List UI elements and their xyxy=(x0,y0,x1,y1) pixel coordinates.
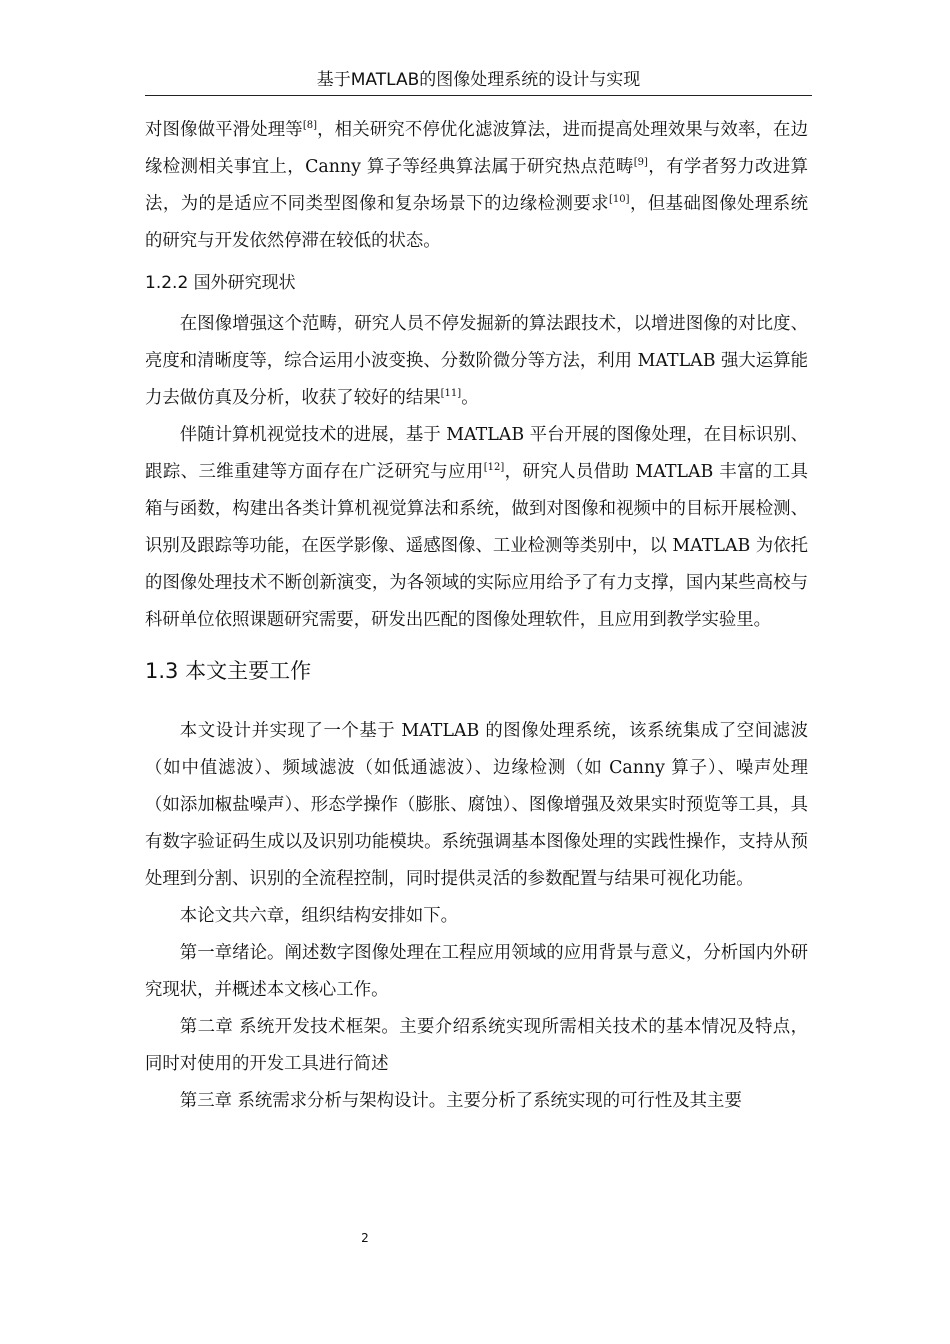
paragraph: 第一章绪论。阐述数字图像处理在工程应用领域的应用背景与意义，分析国内外研究现状，并概述本文核心工作。 xyxy=(145,943,808,1000)
text-run: ，有学者努力改进算法，为的是适应不同类型图像和复杂场景下的边缘检测要求 xyxy=(145,157,808,214)
running-header: 基于MATLAB的图像处理系统的设计与实现 xyxy=(316,70,641,90)
text-run: 对图像做平滑处理等 xyxy=(145,120,303,140)
citation-ref: [8] xyxy=(302,120,317,131)
page-number: 2 xyxy=(361,1231,369,1245)
text-run: ，但基础图像处理系统的研究与开发依然停滞在较低的状态。 xyxy=(145,194,808,251)
text-run: 。 xyxy=(461,388,479,408)
paragraph-continuation xyxy=(145,112,808,260)
paragraph: 第三章 系统需求分析与架构设计。主要分析了系统实现的可行性及其主要 xyxy=(179,1091,742,1111)
text-run: 伴随计算机视觉技术的进展，基于 MATLAB 平台开展的图像处理，在目标识别、跟踪、三维重建等方面存在广泛研究与应用 xyxy=(145,425,808,482)
paragraph: 第二章 系统开发技术框架。主要介绍系统实现所需相关技术的基本情况及特点，同时对使用的开发工具进行简述 xyxy=(145,1017,808,1074)
header-rule xyxy=(145,95,812,96)
section-heading-1-2-2: 1.2.2 国外研究现状 xyxy=(145,273,296,293)
citation-ref: [10] xyxy=(609,194,630,205)
paragraph: 本文设计并实现了一个基于 MATLAB 的图像处理系统，该系统集成了空间滤波（如中值滤波）、频域滤波（如低通滤波）、边缘检测（如 Canny 算子）、噪声处理（如添加椒盐噪声）、形态学操作（膨胀、腐蚀）、图像增强及效果实时预览等工具，具有数字验证码生成以及识别功能模块。系统强调基本图像处理的实践性操作，支持从预处理到分割、识别的全流程控制，同时提供灵活的参数配置与结果可视化功能。 xyxy=(145,721,808,889)
text-run: 在图像增强这个范畴，研究人员不停发掘新的算法跟技术，以增进图像的对比度、亮度和清晰度等，综合运用小波变换、分数阶微分等方法，利用 MATLAB 强大运算能力去做仿真及分析，收获了较好的结果 xyxy=(145,314,808,408)
text-run: ，相关研究不停优化滤波算法，进而提高处理效果与效率，在边缘检测相关事宜上，Canny 算子等经典算法属于研究热点范畴 xyxy=(145,120,808,177)
paragraph xyxy=(145,417,808,639)
text-run: ，研究人员借助 MATLAB 丰富的工具箱与函数，构建出各类计算机视觉算法和系统，做到对图像和视频中的目标开展检测、识别及跟踪等功能，在医学影像、遥感图像、工业检测等类别中，以 MATLAB 为依托的图像处理技术不断创新演变，为各领域的实际应用给予了有力支撑，国内某些高校与科研单位依照课题研究需要，研发出匹配的图像处理软件，且应用到教学实验里。 xyxy=(145,462,808,630)
paragraph: 本论文共六章，组织结构安排如下。 xyxy=(179,906,459,926)
citation-ref: [9] xyxy=(633,157,648,168)
citation-ref: [11] xyxy=(440,388,462,399)
citation-ref: [12] xyxy=(483,462,505,473)
body-text xyxy=(145,112,808,1120)
paragraph xyxy=(145,306,808,417)
section-heading-1-3: 1.3 本文主要工作 xyxy=(145,659,312,683)
